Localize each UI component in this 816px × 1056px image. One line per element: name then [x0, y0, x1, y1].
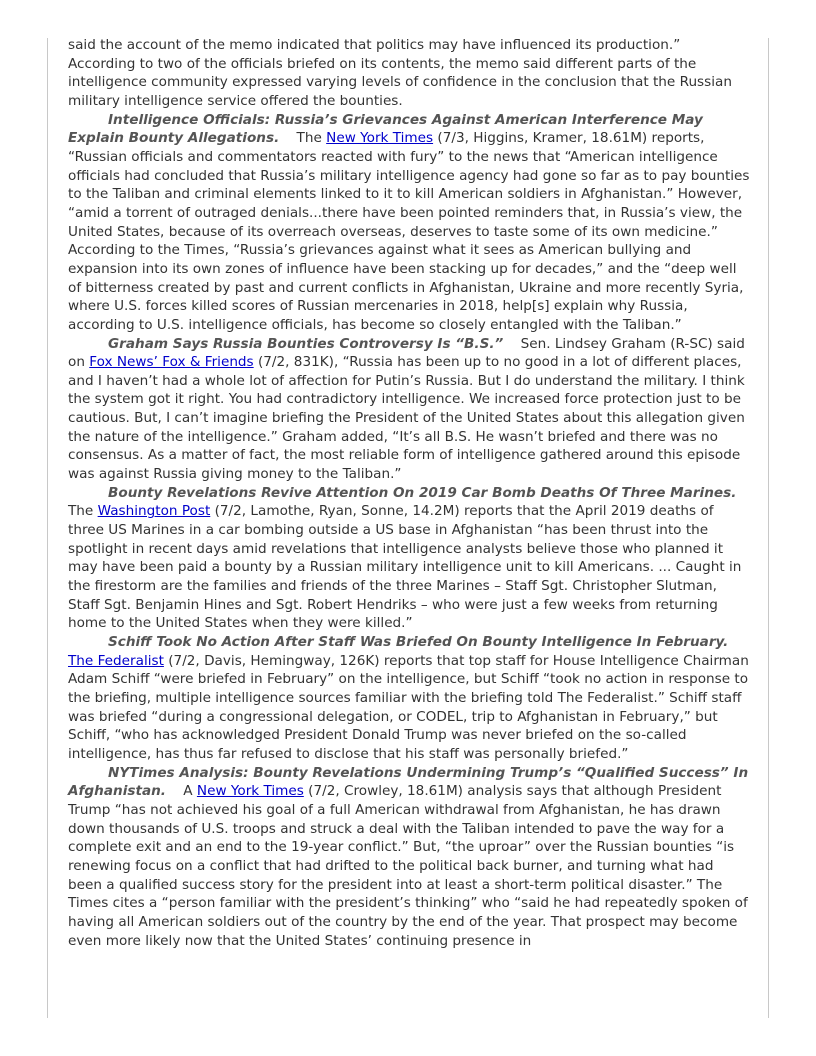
source-link[interactable]: New York Times: [196, 783, 304, 800]
article-headline: Bounty Revelations Revive Attention On 2019 Car Bomb Deaths Of Three Marines.: [108, 484, 737, 501]
article-headline: Graham Says Russia Bounties Controversy Is “B.S.”: [108, 335, 504, 352]
article-text: (7/2, 831K), “Russia has been up to no good in a lot of different places, and I haven’t had a whole lot of affection for Putin’s Russia. But I do understand the military. I think the system got it right. You had contradictory intelligence. We increased force protection just to be cautious. But, I can’t imagine briefing the President of the United States about this allegation given the nature of the intelligence.” Graham added, “It’s all B.S. He wasn’t briefed and there was no consensus. As a matter of fact, the most reliable form of intelligence gathered around this episode was against Russia giving money to the Taliban.”: [68, 354, 745, 483]
source-link[interactable]: Fox News’ Fox & Friends: [89, 354, 254, 371]
page-left-rule: [47, 38, 48, 1018]
continuation-paragraph: said the account of the memo indicated that politics may have influenced its production.” According to two of the officials briefed on its contents, the memo said different parts of the intelligence community expressed varying levels of confidence in the conclusion that the Russian military intelligence service offered the bounties.: [68, 37, 732, 109]
article-text: (7/3, Higgins, Kramer, 18.61M) reports, “Russian officials and commentators reacted with fury” to the news that “American intelligence officials had concluded that Russia’s military intelligence agency had gone so far as to pay bounties to the Taliban and criminal elements linked to it to kill American soldiers in Afghanistan.” However, “amid a torrent of outraged denials...there have been pointed reminders that, in Russia’s view, the United States, because of its overreach overseas, deserves to taste some of its own medicine.” According to the Times, “Russia’s grievances against what it sees as American bullying and expansion into its own zones of influence have been stacking up for decades,” and the “deep well of bitterness created by past and current conflicts in Afghanistan, Ukraine and more recently Syria, where U.S. forces killed scores of Russian mercenaries in 2018, help[s] explain why Russia, according to U.S. intelligence officials, has become so closely entangled with the Taliban.”: [68, 130, 750, 333]
article-text: (7/2, Davis, Hemingway, 126K) reports that top staff for House Intelligence Chairman Adam Schiff “were briefed in February” on the intelligence, but Schiff “took no action in response to the briefing, multiple intelligence sources familiar with the briefing told The Federalist.” Schiff staff was briefed “during a congressional delegation, or CODEL, trip to Afghanistan in February,” but Schiff, “who has acknowledged President Donald Trump was never briefed on the so-called intelligence, has thus far refused to disclose that his staff was personally briefed.”: [68, 652, 749, 762]
article-text: (7/2, Crowley, 18.61M) analysis says that although President Trump “has not achieved his goal of a full American withdrawal from Afghanistan, he has drawn down thousands of U.S. troops and struck a deal with the Taliban intended to pave the way for a complete exit and an end to the 19-year conflict.” But, “the uproar” over the Russian bounties “is renewing focus on a conflict that had drifted to the political back burner, and turning what had been a qualified success story for the president into at least a short-term political disaster.” The Times cites a “person familiar with the president’s thinking” who “said he had repeatedly spoken of having all American soldiers out of the country by the end of the year. That prospect may become even more likely now that the United States’ continuing presence in: [68, 783, 748, 949]
article-graham-bs: [68, 335, 750, 484]
article-nytimes-analysis: [68, 764, 750, 951]
article-car-bomb-marines: [68, 484, 750, 633]
article-headline: Intelligence Officials: Russia’s Grievances Against American Interference May Explain Bounty Allegations.: [68, 111, 703, 147]
article-lead: The: [68, 503, 94, 520]
article-lead: A: [183, 783, 193, 800]
page-right-rule: [768, 38, 769, 1018]
document-body: [68, 36, 750, 950]
article-schiff-briefing: [68, 633, 750, 764]
source-link[interactable]: The Federalist: [68, 652, 164, 669]
article-headline: NYTimes Analysis: Bounty Revelations Undermining Trump’s “Qualified Success” In Afghanistan.: [68, 764, 749, 800]
article-russia-grievances: [68, 111, 750, 335]
source-link[interactable]: Washington Post: [97, 503, 211, 520]
article-headline: Schiff Took No Action After Staff Was Briefed On Bounty Intelligence In February.: [108, 634, 729, 650]
source-link[interactable]: New York Times: [326, 130, 434, 147]
article-lead: The: [296, 130, 322, 147]
article-text: (7/2, Lamothe, Ryan, Sonne, 14.2M) reports that the April 2019 deaths of three US Marines in a car bombing outside a US base in Afghanistan “has been thrust into the spotlight in recent days amid revelations that intelligence analysts believe those who planned it may have been paid a bounty by a Russian military intelligence unit to kill Americans. ... Caught in the firestorm are the families and friends of the three Marines – Staff Sgt. Christopher Slutman, Staff Sgt. Benjamin Hines and Sgt. Robert Hendriks – who were just a few weeks from returning home to the United States when they were killed.”: [68, 503, 742, 632]
article-lead: Sen. Lindsey Graham (R-SC) said on: [68, 335, 745, 371]
